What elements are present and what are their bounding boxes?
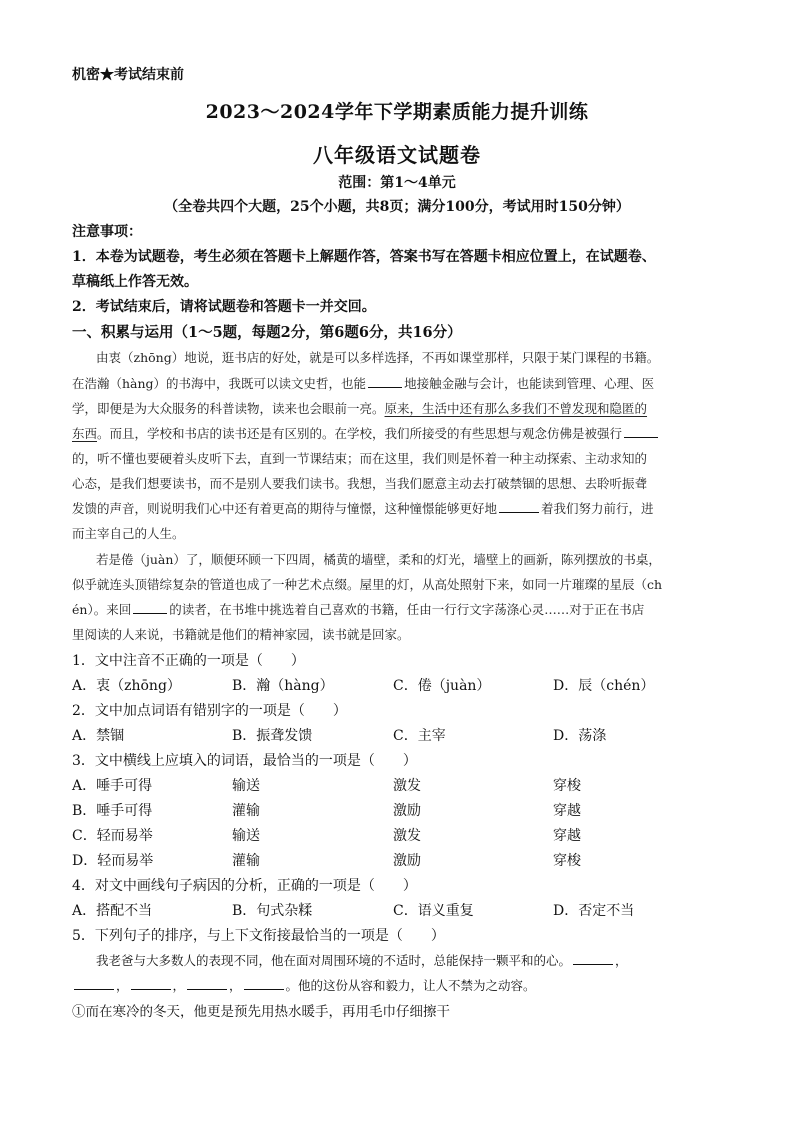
fill-blank <box>244 988 284 990</box>
exam-scope: 范围：第1～4单元 <box>338 175 456 191</box>
confidential-label: 机密★考试结束前 <box>72 67 184 83</box>
underlined-sentence-end: 东西 <box>72 426 98 441</box>
fill-blank <box>499 511 539 513</box>
fill-blank <box>131 988 171 990</box>
q1-option-b: B．瀚（hàng） <box>232 678 334 694</box>
q3-option-b-word: 灌输 <box>232 803 260 819</box>
q3-option-a-word: 输送 <box>232 778 260 794</box>
passage-line: 似乎就连头顶错综复杂的管道也成了一种艺术点缀。屋里的灯，从高处照射下来，如同一片璀璨的星辰（ch <box>72 577 663 592</box>
passage-line: 而主宰自己的人生。 <box>72 526 185 541</box>
fill-blank <box>187 988 227 990</box>
fill-blank <box>573 963 613 965</box>
exam-subtitle: 八年级语文试题卷 <box>313 143 481 167</box>
q2-option-b: B．振聋发馈 <box>232 728 313 744</box>
notice-item-2: 2．考试结束后，请将试题卷和答题卡一并交回。 <box>72 299 376 315</box>
exam-info: （全卷共四个大题，25个小题，共8页；满分100分，考试用时150分钟） <box>164 199 630 215</box>
q5-context-line: ， ， ， 。他的这份从容和毅力，让人不禁为之动容。 <box>72 976 536 994</box>
question-5-stem: 5．下列句子的排序，与上下文衔接最恰当的一项是（ ） <box>72 928 445 944</box>
q1-option-d: D．辰（chén） <box>553 678 655 694</box>
q3-option-a-word: 激发 <box>393 778 421 794</box>
section-heading: 一、积累与运用（1～5题，每题2分，第6题6分，共16分） <box>72 324 462 341</box>
fill-blank <box>74 988 114 990</box>
fill-blank <box>368 386 402 388</box>
q2-option-d: D．荡涤 <box>553 728 607 744</box>
fill-blank <box>133 612 167 614</box>
question-3-stem: 3．文中横线上应填入的词语，最恰当的一项是（ ） <box>72 753 417 769</box>
exam-title: 2023～2024学年下学期素质能力提升训练 <box>205 101 589 123</box>
q3-option-b: B．唾手可得 <box>72 803 153 819</box>
q3-option-d: D．轻而易举 <box>72 853 154 869</box>
q3-option-c-word: 输送 <box>232 828 260 844</box>
passage-line: 心态，是我们想要读书，而不是别人要我们读书。我想，当我们愿意主动去打破禁锢的思想、去聆听振聋 <box>72 476 648 491</box>
q3-option-b-word: 激励 <box>393 803 421 819</box>
q3-option-b-word: 穿越 <box>553 803 581 819</box>
question-1-stem: 1．文中注音不正确的一项是（ ） <box>72 653 305 669</box>
q4-option-a: A．搭配不当 <box>72 903 153 919</box>
q5-sentence-1: ①而在寒冷的冬天，他更是预先用热水暖手，再用毛巾仔细擦干 <box>72 1004 450 1020</box>
passage-line: én）。来回 的读者，在书堆中挑选着自己喜欢的书籍，任由一行行文字荡涤心灵……对于正在书店 <box>72 602 645 617</box>
q2-option-a: A．禁锢 <box>72 728 125 744</box>
notice-item-1-cont: 草稿纸上作答无效。 <box>72 274 198 290</box>
underlined-sentence: 原来，生活中还有那么多我们不曾发现和隐匿的 <box>384 401 648 416</box>
q5-context-line: 我老爸与大多数人的表现不同，他在面对周围环境的不适时，总能保持一颗平和的心。 ， <box>96 953 628 968</box>
passage-line: 的，听不懂也要硬着头皮听下去，直到一节课结束；而在这里，我们则是怀着一种主动探索、主动求知的 <box>72 451 648 466</box>
q3-option-c-word: 穿越 <box>553 828 581 844</box>
fill-blank <box>624 436 658 438</box>
q4-option-c: C．语义重复 <box>393 903 474 919</box>
passage-line: 由衷（zhōng）地说，逛书店的好处，就是可以多样选择，不再如课堂那样，只限于某门课程的书籍。 <box>96 350 660 365</box>
q3-option-d-word: 灌输 <box>232 853 260 869</box>
q3-option-a: A．唾手可得 <box>72 778 153 794</box>
passage-line: 发馈的声音，则说明我们心中还有着更高的期待与憧憬，这种憧憬能够更好地 着我们努力前行，进 <box>72 501 654 516</box>
passage-line: 东西。而且，学校和书店的读书还是有区别的。在学校，我们所接受的有些思想与观念仿佛是被强行 <box>72 424 660 442</box>
passage-line: 在浩瀚（hàng）的书海中，我既可以读文史哲，也能 地接触金融与会计，也能读到管理、心理、医 <box>72 376 655 391</box>
q1-option-c: C．倦（juàn） <box>393 678 491 694</box>
q3-option-c-word: 激发 <box>393 828 421 844</box>
notice-item-1: 1．本卷为试题卷，考生必须在答题卡上解题作答，答案书写在答题卡相应位置上，在试题卷、 <box>72 249 656 265</box>
q2-option-c: C．主宰 <box>393 728 446 744</box>
passage-line: 里阅读的人来说，书籍就是他们的精神家园，读书就是回家。 <box>72 627 410 642</box>
question-4-stem: 4．对文中画线句子病因的分析，正确的一项是（ ） <box>72 878 417 894</box>
q3-option-c: C．轻而易举 <box>72 828 153 844</box>
q4-option-b: B．句式杂糅 <box>232 903 313 919</box>
q3-option-a-word: 穿梭 <box>553 778 581 794</box>
passage-line: 学，即便是为大众服务的科普读物，读来也会眼前一亮。原来，生活中还有那么多我们不曾发现和隐匿的 <box>72 401 648 416</box>
q3-option-d-word: 激励 <box>393 853 421 869</box>
q4-option-d: D．否定不当 <box>553 903 635 919</box>
q3-option-d-word: 穿梭 <box>553 853 581 869</box>
notice-heading: 注意事项： <box>72 224 142 240</box>
question-2-stem: 2．文中加点词语有错别字的一项是（ ） <box>72 703 347 719</box>
q1-option-a: A．衷（zhōng） <box>72 678 181 694</box>
passage-line: 若是倦（juàn）了，顺便环顾一下四周，橘黄的墙壁，柔和的灯光，墙壁上的画新，陈列摆放的书桌， <box>96 552 661 567</box>
